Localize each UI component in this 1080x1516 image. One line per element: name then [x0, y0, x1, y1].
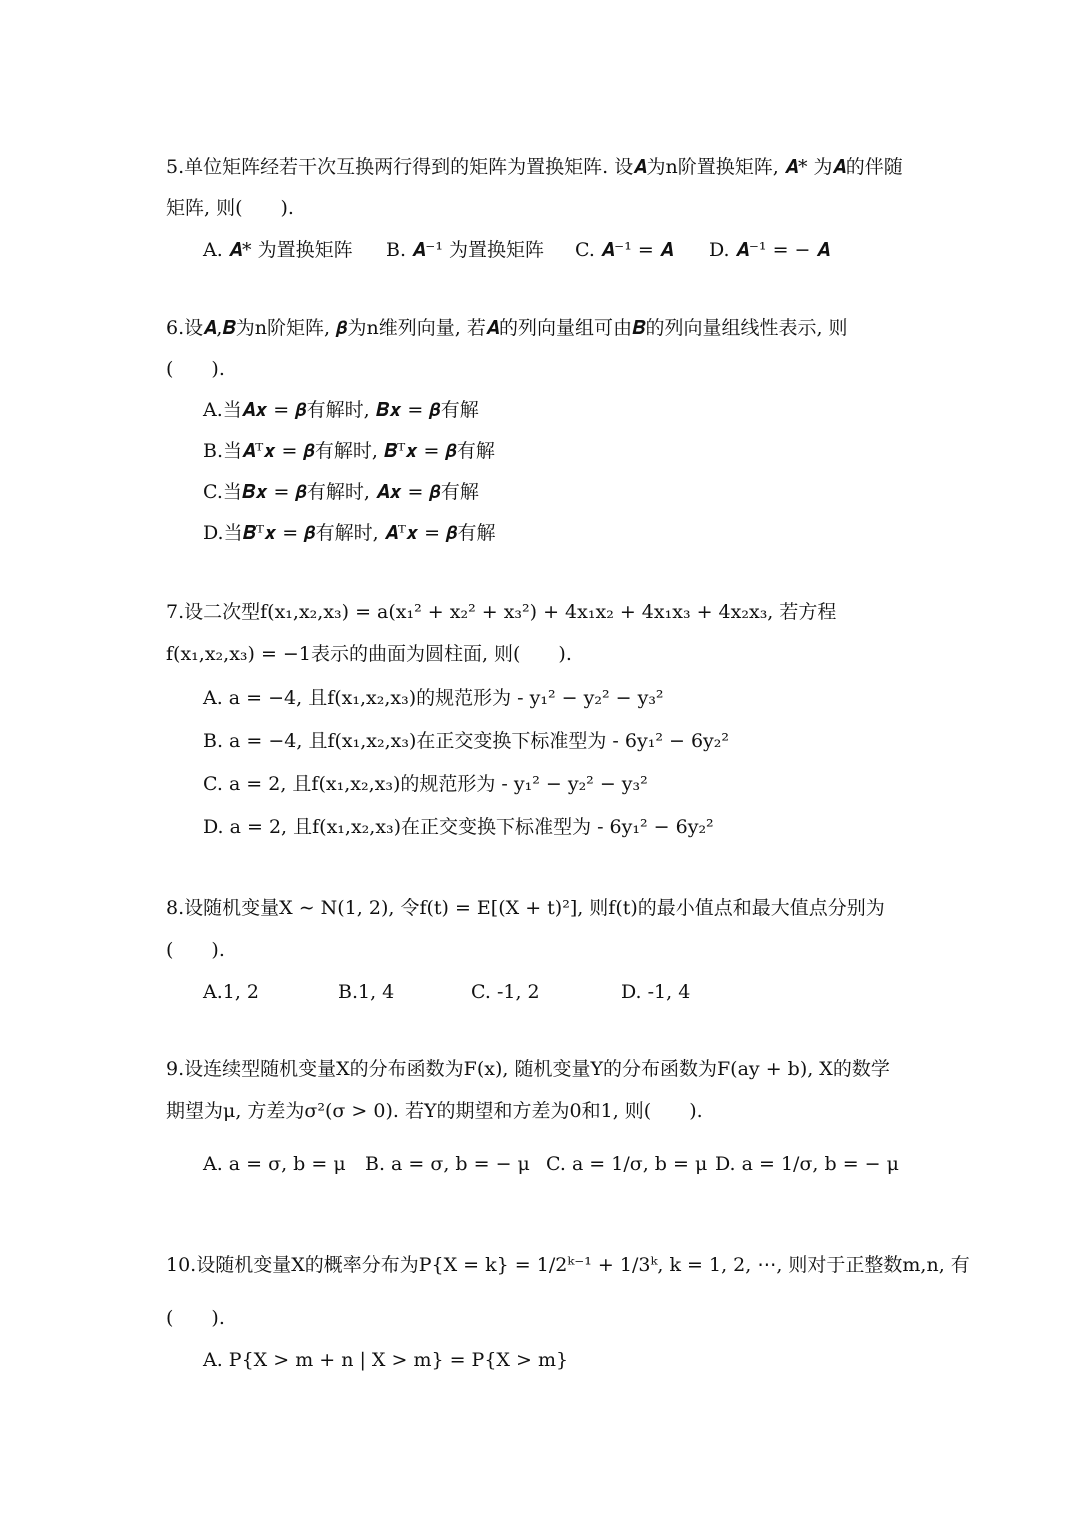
q9-option-d: D. a = 1/σ, b = − μ: [715, 1153, 899, 1175]
q5-stem-line2: 矩阵, 则( ).: [166, 197, 294, 219]
q6-stem-line1: 6.设𝑨,𝑩为n阶矩阵, 𝜷为n维列向量, 若𝑨的列向量组可由𝑩的列向量组线性表示, 则: [166, 317, 848, 339]
q5-option-a: A. 𝑨* 为置换矩阵: [203, 239, 353, 261]
q7-stem-line2: f(x₁,x₂,x₃) = −1表示的曲面为圆柱面, 则( ).: [166, 643, 572, 665]
q8-option-a: A.1, 2: [203, 981, 260, 1003]
q8-option-b: B.1, 4: [338, 981, 395, 1003]
q5-stem-line1: 5.单位矩阵经若干次互换两行得到的矩阵为置换矩阵. 设𝑨为n阶置换矩阵, 𝑨* 为𝑨的伴随: [166, 156, 903, 178]
q8-option-c: C. -1, 2: [471, 981, 540, 1003]
q6-stem-line2: ( ).: [166, 358, 225, 380]
q9-option-a: A. a = σ, b = μ: [203, 1153, 346, 1175]
q9-option-b: B. a = σ, b = − μ: [365, 1153, 530, 1175]
q10-option-a: A. P{X > m + n | X > m} = P{X > m}: [203, 1349, 569, 1371]
q10-stem-line2: ( ).: [166, 1307, 225, 1329]
q9-stem-line2: 期望为μ, 方差为σ²(σ > 0). 若Y的期望和方差为0和1, 则( ).: [166, 1100, 703, 1122]
q9-stem-line1: 9.设连续型随机变量X的分布函数为F(x), 随机变量Y的分布函数为F(ay + b), X的数学: [166, 1058, 890, 1080]
q7-option-a: A. a = −4, 且f(x₁,x₂,x₃)的规范形为 - y₁² − y₂² − y₃²: [203, 687, 664, 709]
q6-option-b: B.当𝑨ᵀ𝒙 = 𝜷有解时, 𝑩ᵀ𝒙 = 𝜷有解: [203, 440, 495, 462]
q8-stem-line1: 8.设随机变量X ∼ N(1, 2), 令f(t) = E[(X + t)²], 则f(t)的最小值点和最大值点分别为: [166, 897, 885, 919]
q5-option-b: B. 𝑨⁻¹ 为置换矩阵: [386, 239, 544, 261]
q8-options: [203, 979, 690, 1005]
q10-stem-line1: 10.设随机变量X的概率分布为P{X = k} = 1/2ᵏ⁻¹ + 1/3ᵏ, k = 1, 2, ⋯, 则对于正整数m,n, 有: [166, 1254, 970, 1276]
q7-option-c: C. a = 2, 且f(x₁,x₂,x₃)的规范形为 - y₁² − y₂² − y₃²: [203, 773, 648, 795]
q5-option-c: C. 𝑨⁻¹ = 𝑨: [575, 239, 674, 261]
q7-option-b: B. a = −4, 且f(x₁,x₂,x₃)在正交变换下标准型为 - 6y₁² − 6y₂²: [203, 730, 729, 752]
q9-options: [203, 1151, 899, 1177]
q5-option-d: D. 𝑨⁻¹ = − 𝑨: [709, 239, 830, 261]
q8-stem-line2: ( ).: [166, 939, 225, 961]
q9-option-c: C. a = 1/σ, b = μ: [546, 1153, 708, 1175]
q8-option-d: D. -1, 4: [621, 981, 691, 1003]
q7-stem-line1: 7.设二次型f(x₁,x₂,x₃) = a(x₁² + x₂² + x₃²) + 4x₁x₂ + 4x₁x₃ + 4x₂x₃, 若方程: [166, 601, 837, 623]
q6-option-c: C.当𝑩𝒙 = 𝜷有解时, 𝑨𝒙 = 𝜷有解: [203, 481, 479, 503]
q6-option-a: A.当𝑨𝒙 = 𝜷有解时, 𝑩𝒙 = 𝜷有解: [203, 399, 479, 421]
q5-options: [203, 237, 830, 263]
q6-option-d: D.当𝑩ᵀ𝒙 = 𝜷有解时, 𝑨ᵀ𝒙 = 𝜷有解: [203, 522, 496, 544]
q7-option-d: D. a = 2, 且f(x₁,x₂,x₃)在正交变换下标准型为 - 6y₁² − 6y₂²: [203, 816, 714, 838]
